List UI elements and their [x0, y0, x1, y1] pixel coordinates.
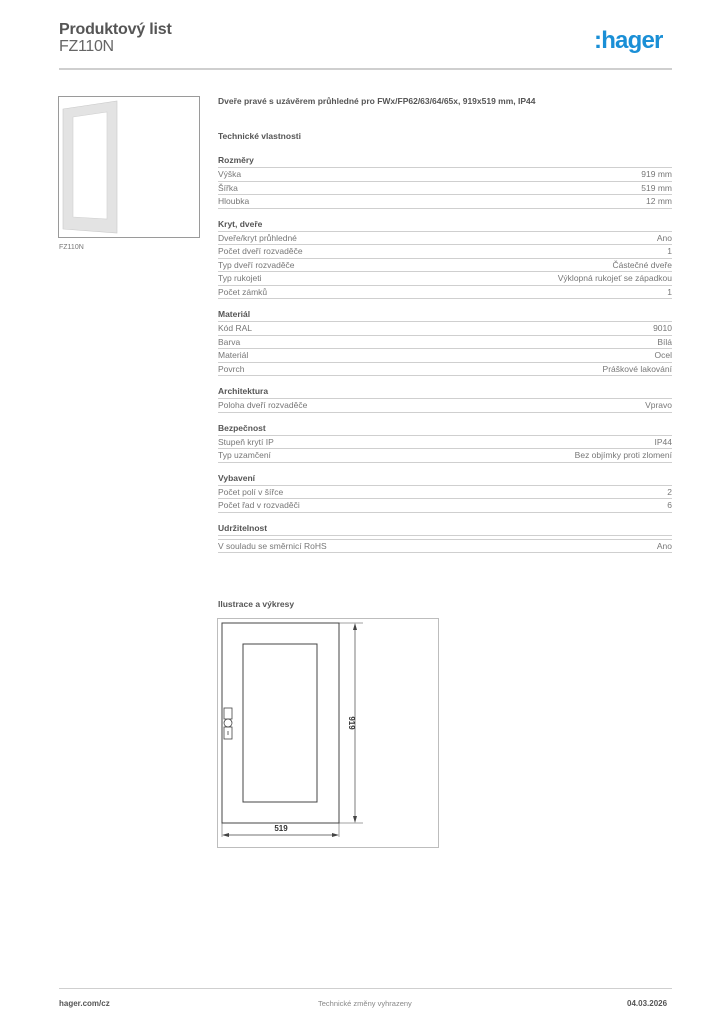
thumbnail-caption: FZ110N	[59, 244, 84, 251]
spec-group-architecture	[218, 385, 672, 413]
spec-group-dimensions	[218, 154, 672, 209]
spec-label: Povrch	[218, 363, 245, 374]
spec-row	[218, 259, 672, 273]
spec-row	[218, 399, 672, 413]
spec-label: Typ dveří rozvaděče	[218, 259, 295, 270]
spec-group-title: Architektura	[218, 385, 672, 399]
spec-row	[218, 486, 672, 500]
spec-group-material	[218, 308, 672, 376]
spec-row	[218, 363, 672, 377]
spec-value: Výklopná rukojeť se západkou	[557, 273, 672, 283]
spec-group-cover-door	[218, 218, 672, 300]
spec-row	[218, 245, 672, 259]
spec-row	[218, 168, 672, 182]
spec-value: Částečné dveře	[612, 259, 672, 270]
spec-value: Ano	[656, 540, 672, 551]
spec-row	[218, 539, 672, 554]
spec-value: Ano	[656, 232, 672, 243]
spec-row	[218, 336, 672, 350]
spec-label: Materiál	[218, 350, 249, 360]
spec-label: Počet polí v šířce	[218, 486, 284, 497]
footer-date: 04.03.2026	[627, 999, 668, 1008]
footer-divider	[59, 988, 672, 989]
spec-label: Poloha dveří rozvaděče	[218, 400, 308, 410]
page-title: Produktový list	[59, 21, 172, 38]
spec-row	[218, 349, 672, 363]
spec-row	[218, 286, 672, 300]
spec-label: Stupeň krytí IP	[218, 436, 274, 447]
product-description: Dveře pravé s uzávěrem průhledné pro FWx/FP62/63/64/65x, 919x519 mm, IP44	[218, 96, 536, 106]
spec-value: 519 mm	[641, 182, 672, 193]
spec-label: Počet zámků	[218, 286, 268, 297]
spec-label: Hloubka	[218, 196, 250, 206]
spec-value: 9010	[653, 323, 672, 333]
spec-value: 919 mm	[641, 169, 672, 179]
product-code: FZ110N	[59, 38, 114, 55]
spec-group-title: Bezpečnost	[218, 422, 672, 436]
door-frame-image	[59, 97, 199, 237]
footer-notice: Technické změny vyhrazeny	[318, 999, 412, 1008]
spec-label: Výška	[218, 169, 242, 179]
spec-value: 12 mm	[646, 196, 672, 206]
spec-row	[218, 182, 672, 196]
spec-value: Vpravo	[645, 400, 672, 410]
spec-row	[218, 272, 672, 286]
footer-website-link[interactable]: hager.com/cz	[59, 999, 110, 1008]
spec-row	[218, 449, 672, 463]
spec-row	[218, 232, 672, 246]
spec-label: Šířka	[218, 182, 238, 193]
hager-logo: :hager	[594, 27, 663, 54]
spec-label: Barva	[218, 336, 241, 347]
spec-value: 2	[667, 486, 672, 497]
spec-value: 1	[667, 246, 672, 256]
spec-label: Typ rukojeti	[218, 273, 262, 283]
spec-group-safety	[218, 422, 672, 463]
spec-label: Počet dveří rozvaděče	[218, 246, 303, 256]
spec-label: Dveře/kryt průhledné	[218, 232, 297, 243]
spec-value: 1	[667, 286, 672, 297]
spec-group-title: Vybavení	[218, 472, 672, 486]
illustrations-heading: Ilustrace a výkresy	[218, 599, 295, 609]
spec-group-title: Rozměry	[218, 154, 672, 168]
technical-drawing	[217, 618, 439, 848]
spec-group-sustainability	[218, 522, 672, 554]
spec-value: Ocel	[654, 350, 672, 360]
spec-row	[218, 436, 672, 450]
spec-label: V souladu se směrnicí RoHS	[218, 540, 327, 551]
height-dimension-label: 919	[347, 716, 356, 730]
spec-row	[218, 322, 672, 336]
spec-group-title: Materiál	[218, 308, 672, 322]
header-divider	[59, 68, 672, 70]
spec-group-equipment	[218, 472, 672, 513]
spec-label: Kód RAL	[218, 323, 253, 333]
width-dimension-label: 519	[274, 824, 288, 833]
door-drawing-icon	[218, 619, 438, 847]
spec-row	[218, 195, 672, 209]
spec-value: IP44	[654, 436, 672, 447]
spec-value: Bez objímky proti zlomení	[574, 450, 672, 460]
technical-properties-heading: Technické vlastnosti	[218, 131, 301, 141]
spec-label: Počet řad v rozvaděči	[218, 500, 300, 510]
spec-row	[218, 499, 672, 513]
spec-value: Práškové lakování	[602, 363, 672, 374]
spec-table	[218, 154, 672, 562]
spec-value: 6	[667, 500, 672, 510]
spec-group-title: Kryt, dveře	[218, 218, 672, 232]
spec-group-title: Udržitelnost	[218, 522, 672, 536]
spec-value: Bílá	[657, 336, 672, 347]
spec-label: Typ uzamčení	[218, 450, 271, 460]
product-thumbnail	[58, 96, 200, 238]
